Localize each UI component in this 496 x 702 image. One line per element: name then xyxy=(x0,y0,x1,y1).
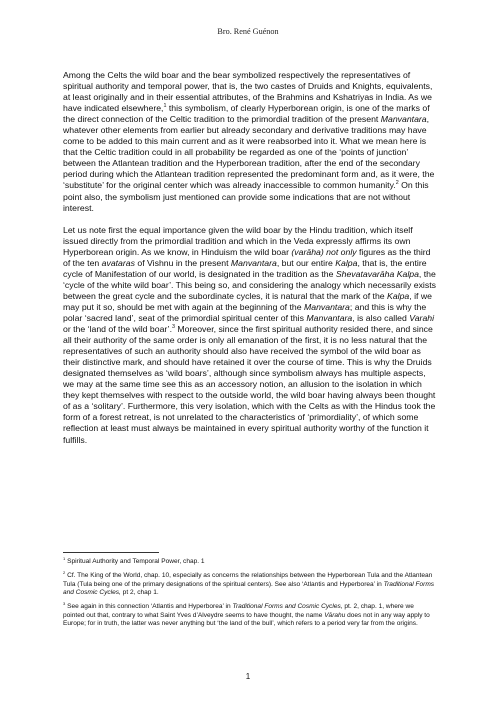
body-text xyxy=(63,70,437,457)
running-header: Bro. René Guénon xyxy=(217,27,279,36)
text-run: does not in any way apply to Europe; for in truth, the latter was never anything but ‘the land of the bull’, which refers to a period very far from the origins. xyxy=(63,611,430,628)
text-run: , whatever other elements from earlier but already secondary and derivative traditions may have come to be added to this main current and as it were reabsorbed into it. What we mean here is that the Celtic tradition could in all probability be regarded as one of the ‘points of junction’ between the Atlantean tradition and the Hyperborean tradition, after the end of the secondary period during which the Atlantean tradition represented the predominant form and, as it were, the ‘substitute’ for the original center which was already inaccessible to common humanity. xyxy=(63,114,435,191)
text-run: or the ‘land of the wild boar’. xyxy=(63,324,172,335)
footnote-marker: 2 xyxy=(63,569,66,575)
footnote-marker: 1 xyxy=(63,555,66,561)
text-run: Moreover, since the first spiritual authority resided there, and since all their authority of the same order is only all emanation of the first, it is no less natural that the representatives of such an authority should also have received the symbol of the wild boar as their distinctive mark, and should have retained it over the course of time. This is why the Druids designated themselves as ‘wild boars’, although since symbolism always has multiple aspects, we may at the same time see this as an accessory notion, an allusion to the isolation in which they kept themselves with respect to the outside world, the wild boar having always been thought of as a ‘solitary’. Furthermore, this very isolation, which with the Celts as with the Hindus took the form of a forest retreat, is not unrelated to the characteristics of ‘primordiality’, of which some reflection at least must always be maintained in every spiritual authority worthy of the function it fulfills. xyxy=(63,324,436,445)
text-run: Among the Celts the wild boar and the bear symbolized respectively the representatives of spiritual authority and temporal power, that is, the two castes of Druids and Knights, equivalents, at least originally and in their essential attributes, of the Brahmins and Kshatriyas in India. As we have indicated elsewhere, xyxy=(63,70,433,114)
italic-text: avataras xyxy=(101,257,135,268)
text-run: , the ‘cycle of the white wild boar’. This being so, and considering the analogy which necessarily exists between the great cycle and the subordinate cycles, it is natural that the mark of the xyxy=(63,268,436,301)
text-run: Spiritual Authority and Temporal Power, chap. 1 xyxy=(65,558,205,565)
italic-text: Kalpa xyxy=(335,257,358,268)
text-run: pt 2, chap 1. xyxy=(120,589,159,597)
italic-text: (varāha) not only xyxy=(291,246,357,257)
italic-text: Kalpa xyxy=(387,290,410,301)
footnote-marker: 3 xyxy=(171,324,175,331)
footnote-2 xyxy=(63,569,435,598)
italic-text: Manvantara xyxy=(304,301,350,312)
footnote-3 xyxy=(63,600,435,629)
italic-text: Manvantara xyxy=(380,114,427,125)
italic-text: Traditional Forms and Cosmic Cycles, xyxy=(63,580,435,597)
body-paragraph xyxy=(63,225,437,446)
text-run: Cf. The King of the World, chap. 10, especially as concerns the relationships between the Hyperborean Tula and the Atlantean Tula (Tula being one of the primary designations of the spiritual centers). See also ‘Atlantis and Hyperborea’ in xyxy=(63,571,433,588)
footnote-marker: 1 xyxy=(163,103,167,110)
text-run: Let us note first the equal importance given the wild boar by the Hindu tradition, which itself issued directly from the primordial tradition and which in the Veda expressly affirms its own Hyperborean origin. As we know, in Hinduism the wild boar xyxy=(63,224,413,257)
italic-text: Manvantara xyxy=(230,257,277,268)
page-number: 1 xyxy=(245,672,251,681)
text-run: figures as the third of the ten xyxy=(63,246,431,268)
footnotes xyxy=(63,555,435,634)
text-run: this symbolism, of clearly Hyperborean origin, is one of the marks of the direct connection of the Celtic tradition to the primordial tradition of the present xyxy=(63,103,430,125)
italic-text: Vārahu xyxy=(324,611,346,619)
footnote-separator xyxy=(63,552,159,553)
footnote-marker: 3 xyxy=(63,600,66,606)
italic-text: Traditional Forms and Cosmic Cycles xyxy=(232,603,341,611)
text-run: On this point also, the symbolism just mentioned can provide some indications that are not without interest. xyxy=(63,180,429,213)
italic-text: Varahi xyxy=(409,312,435,323)
text-run: See again in this connection ‘Atlantis and Hyperborea’ in xyxy=(65,603,233,611)
text-run: , pt. 2, chap. 1, where we pointed out that, contrary to what Saint Yves d’Alveydre seems to have thought, the name xyxy=(63,603,414,619)
footnote-marker: 2 xyxy=(395,180,399,187)
text-run: , is also called xyxy=(352,312,410,323)
text-run: , but our entire xyxy=(276,257,336,268)
text-run: of Vishnu in the present xyxy=(134,257,231,268)
text-run: , that is, the entire cycle of Manifestation of our world, is designated in the tradition as the xyxy=(63,257,427,279)
italic-text: Manvantara xyxy=(306,312,353,323)
text-run: , if we may put it so, should be met with again at the beginning of the xyxy=(63,290,432,312)
text-run: ; and this is why the polar ‘sacred land’, seat of the primordial spiritual center of this xyxy=(63,301,427,323)
italic-text: Shevatavarāha Kalpa xyxy=(335,268,419,279)
body-paragraph xyxy=(63,70,437,214)
footnote-1 xyxy=(63,555,435,567)
